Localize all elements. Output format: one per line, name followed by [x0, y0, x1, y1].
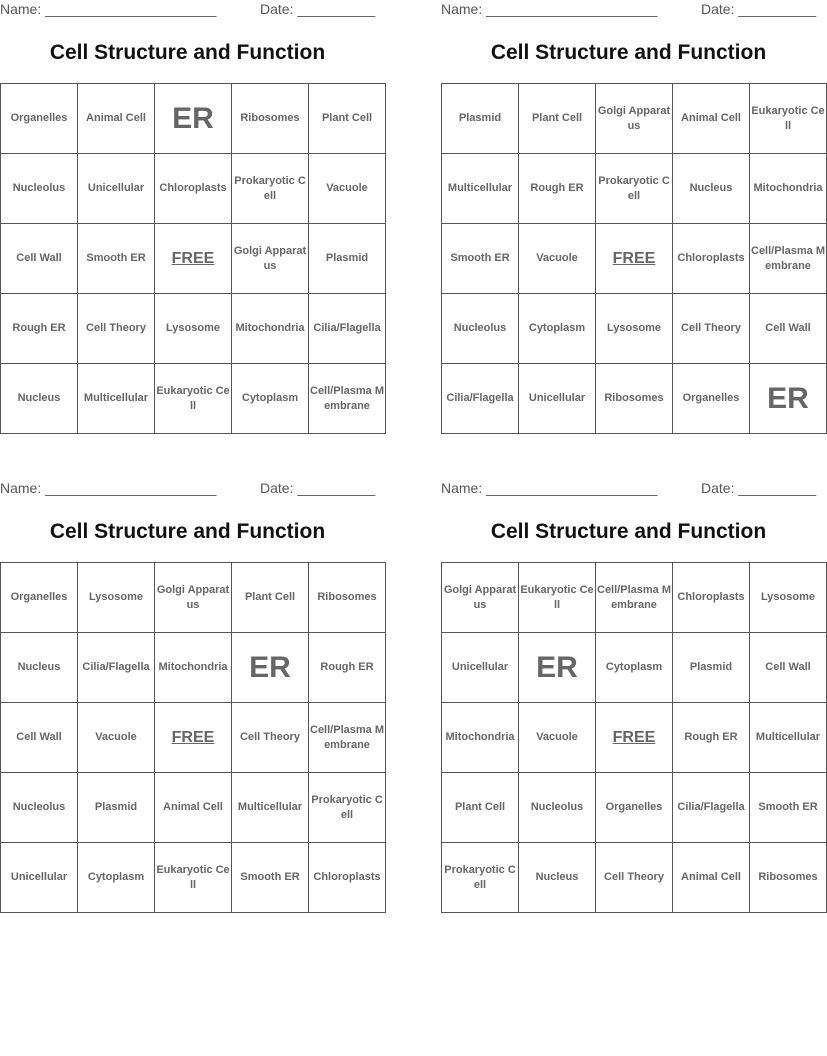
bingo-card [441, 0, 825, 430]
bingo-row [1, 84, 386, 154]
bingo-cell: Cilia/Flagella [309, 294, 386, 364]
name-field[interactable]: Name: ______________________ [0, 1, 217, 17]
card-header [0, 1, 375, 21]
bingo-row [442, 224, 827, 294]
bingo-cell: Eukaryotic Cell [155, 364, 232, 434]
bingo-cell: ER [155, 84, 232, 154]
bingo-cell: FREE [155, 224, 232, 294]
bingo-cell: Nucleolus [442, 294, 519, 364]
bingo-row [442, 843, 827, 913]
bingo-cell: Ribosomes [309, 563, 386, 633]
bingo-grid [0, 562, 386, 913]
bingo-row [1, 294, 386, 364]
bingo-cell: Nucleolus [1, 773, 78, 843]
bingo-cell: Multicellular [750, 703, 827, 773]
bingo-cell: Chloroplasts [673, 224, 750, 294]
bingo-cell: Rough ER [309, 633, 386, 703]
bingo-cell: Lysosome [78, 563, 155, 633]
bingo-row [1, 773, 386, 843]
bingo-cell: Golgi Apparatus [596, 84, 673, 154]
card-header [441, 480, 816, 500]
date-field[interactable]: Date: __________ [701, 480, 817, 496]
card-header [0, 480, 375, 500]
bingo-cell: Cell/Plasma Membrane [309, 703, 386, 773]
bingo-cell: Plant Cell [519, 84, 596, 154]
bingo-cell: Prokaryotic Cell [309, 773, 386, 843]
bingo-row [442, 364, 827, 434]
bingo-cell: Cilia/Flagella [442, 364, 519, 434]
card-title: Cell Structure and Function [490, 41, 767, 64]
bingo-cell: Eukaryotic Cell [750, 84, 827, 154]
bingo-cell: Vacuole [519, 224, 596, 294]
bingo-row [1, 563, 386, 633]
bingo-cell: Cell Wall [750, 294, 827, 364]
bingo-cell: Plasmid [442, 84, 519, 154]
bingo-cell: Eukaryotic Cell [519, 563, 596, 633]
bingo-cell: Rough ER [1, 294, 78, 364]
bingo-cell: Ribosomes [232, 84, 309, 154]
date-field[interactable]: Date: __________ [260, 480, 376, 496]
card-title: Cell Structure and Function [490, 520, 767, 543]
card-title: Cell Structure and Function [49, 41, 326, 64]
name-field[interactable]: Name: ______________________ [441, 480, 658, 496]
bingo-cell: ER [750, 364, 827, 434]
bingo-cell: Cell Wall [1, 703, 78, 773]
bingo-cell: Vacuole [78, 703, 155, 773]
bingo-cell: Smooth ER [750, 773, 827, 843]
bingo-cell: Nucleus [1, 633, 78, 703]
bingo-cell: Mitochondria [442, 703, 519, 773]
bingo-cell: Smooth ER [78, 224, 155, 294]
bingo-cell: Chloroplasts [309, 843, 386, 913]
date-field[interactable]: Date: __________ [260, 1, 376, 17]
bingo-cell: Multicellular [78, 364, 155, 434]
bingo-cell: Cilia/Flagella [78, 633, 155, 703]
bingo-cell: Rough ER [673, 703, 750, 773]
bingo-cell: Golgi Apparatus [442, 563, 519, 633]
bingo-cell: Cell Theory [78, 294, 155, 364]
bingo-cell: Ribosomes [596, 364, 673, 434]
bingo-cell: Nucleolus [1, 154, 78, 224]
bingo-cell: Chloroplasts [155, 154, 232, 224]
bingo-cell: Cell Wall [750, 633, 827, 703]
bingo-cell: Golgi Apparatus [232, 224, 309, 294]
bingo-row [442, 773, 827, 843]
bingo-grid [441, 562, 827, 913]
bingo-cell: Plant Cell [232, 563, 309, 633]
bingo-cell: Plant Cell [309, 84, 386, 154]
bingo-cell: Golgi Apparatus [155, 563, 232, 633]
bingo-row [442, 84, 827, 154]
bingo-row [442, 154, 827, 224]
bingo-cell: FREE [596, 703, 673, 773]
bingo-cell: Organelles [596, 773, 673, 843]
bingo-cell: Cell/Plasma Membrane [596, 563, 673, 633]
bingo-cell: Mitochondria [155, 633, 232, 703]
bingo-cell: Plasmid [673, 633, 750, 703]
bingo-cell: Lysosome [155, 294, 232, 364]
bingo-row [1, 633, 386, 703]
bingo-cell: ER [232, 633, 309, 703]
bingo-cell: Nucleus [1, 364, 78, 434]
bingo-cell: Multicellular [442, 154, 519, 224]
bingo-cell: Nucleus [673, 154, 750, 224]
bingo-cell: Animal Cell [673, 84, 750, 154]
bingo-cell: Smooth ER [232, 843, 309, 913]
bingo-row [1, 843, 386, 913]
bingo-cell: Cell Theory [232, 703, 309, 773]
bingo-cell: Lysosome [596, 294, 673, 364]
bingo-cell: Mitochondria [750, 154, 827, 224]
bingo-row [442, 563, 827, 633]
bingo-cell: Animal Cell [78, 84, 155, 154]
bingo-cell: Vacuole [309, 154, 386, 224]
bingo-cell: Unicellular [1, 843, 78, 913]
bingo-cell: Unicellular [519, 364, 596, 434]
bingo-cell: Cytoplasm [232, 364, 309, 434]
bingo-cell: Chloroplasts [673, 563, 750, 633]
bingo-cell: Eukaryotic Cell [155, 843, 232, 913]
bingo-cell: ER [519, 633, 596, 703]
name-field[interactable]: Name: ______________________ [441, 1, 658, 17]
bingo-card [0, 0, 384, 430]
bingo-cell: Cytoplasm [596, 633, 673, 703]
bingo-cell: Cell Theory [596, 843, 673, 913]
bingo-cell: Organelles [1, 84, 78, 154]
bingo-cell: Cytoplasm [519, 294, 596, 364]
bingo-card [0, 479, 384, 909]
bingo-cell: Animal Cell [673, 843, 750, 913]
bingo-cell: Lysosome [750, 563, 827, 633]
bingo-cell: Plasmid [78, 773, 155, 843]
bingo-row [442, 294, 827, 364]
bingo-cell: Vacuole [519, 703, 596, 773]
bingo-cell: Organelles [1, 563, 78, 633]
bingo-cell: Organelles [673, 364, 750, 434]
bingo-row [1, 154, 386, 224]
date-field[interactable]: Date: __________ [701, 1, 817, 17]
bingo-cell: Prokaryotic Cell [442, 843, 519, 913]
bingo-cell: Smooth ER [442, 224, 519, 294]
bingo-grid [0, 83, 386, 434]
bingo-cell: Plasmid [309, 224, 386, 294]
bingo-cell: Cilia/Flagella [673, 773, 750, 843]
card-title: Cell Structure and Function [49, 520, 326, 543]
name-field[interactable]: Name: ______________________ [0, 480, 217, 496]
bingo-cell: Mitochondria [232, 294, 309, 364]
bingo-cell: Rough ER [519, 154, 596, 224]
bingo-cell: Unicellular [442, 633, 519, 703]
bingo-row [442, 703, 827, 773]
bingo-grid [441, 83, 827, 434]
bingo-cell: Nucleus [519, 843, 596, 913]
bingo-cell: Plant Cell [442, 773, 519, 843]
bingo-cell: Cytoplasm [78, 843, 155, 913]
bingo-cell: Cell Wall [1, 224, 78, 294]
bingo-cell: Cell/Plasma Membrane [309, 364, 386, 434]
bingo-card [441, 479, 821, 909]
bingo-cell: Prokaryotic Cell [596, 154, 673, 224]
bingo-cell: FREE [596, 224, 673, 294]
bingo-row [1, 364, 386, 434]
bingo-cell: Ribosomes [750, 843, 827, 913]
bingo-row [1, 224, 386, 294]
bingo-cell: Prokaryotic Cell [232, 154, 309, 224]
bingo-cell: Multicellular [232, 773, 309, 843]
bingo-cell: Cell Theory [673, 294, 750, 364]
bingo-row [442, 633, 827, 703]
card-header [441, 1, 816, 21]
bingo-cell: Unicellular [78, 154, 155, 224]
bingo-cell: Nucleolus [519, 773, 596, 843]
bingo-row [1, 703, 386, 773]
bingo-cell: Animal Cell [155, 773, 232, 843]
bingo-cell: Cell/Plasma Membrane [750, 224, 827, 294]
bingo-cell: FREE [155, 703, 232, 773]
